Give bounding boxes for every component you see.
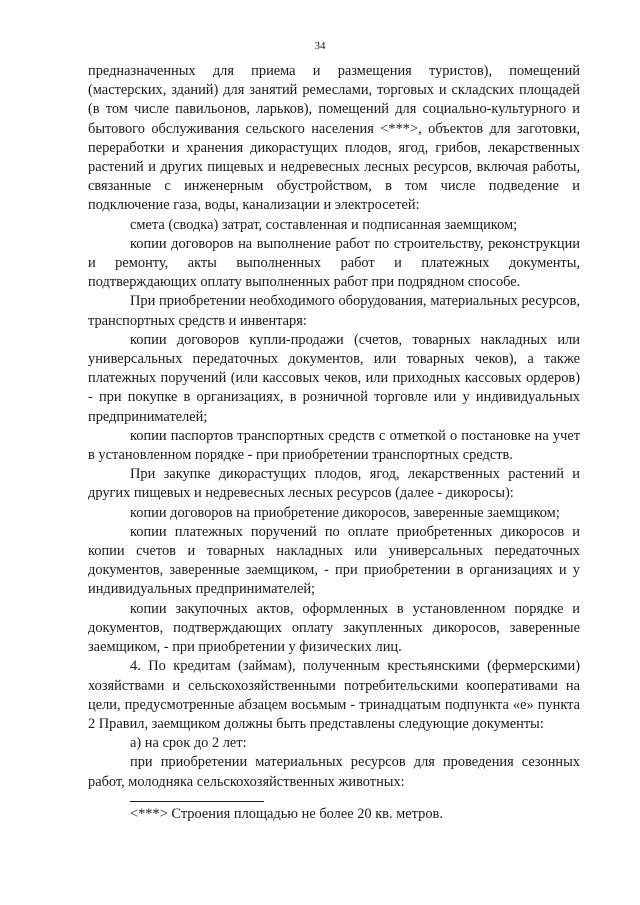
paragraph-purchase-contracts: копии договоров купли-продажи (счетов, товарных накладных или универсальных передаточных документов, или товарных чеков), а также платежных поручений (или кассовых чеков, или приходных кассовых ордеров) - при покупке в организациях, в розничной торговле или у индивидуальных предпринимателей; [88, 331, 580, 425]
paragraph-premises-continuation: предназначенных для приема и размещения туристов), помещений (мастерских, зданий) для занятий ремеслами, торговых и складских площадей (в том числе павильонов, ларьков), помещений для социально-культурного и бытового обслуживания сельского населения <***>, объектов для заготовки, переработки и хранения дикорастущих плодов, ягод, грибов, лекарственных растений и других пищевых и недревесных лесных ресурсов, включая работы, связанные с инженерным обустройством, в том числе подведение и подключение газа, воды, канализации и электросетей: [88, 63, 580, 214]
paragraph-construction-contracts: копии договоров на выполнение работ по строительству, реконструкции и ремонту, акты выполненных работ и платежных документы, подтверждающих оплату выполненных работ при подрядном способе. [88, 235, 580, 291]
page-number: 34 [314, 40, 326, 52]
footnote-separator [130, 801, 264, 802]
paragraph-wild-plants-contracts: копии договоров на приобретение дикоросов, заверенные заемщиком; [130, 504, 560, 521]
paragraph-wild-plants-heading: При закупке дикорастущих плодов, ягод, лекарственных растений и других пищевых и недревесных лесных ресурсов (далее - дикоросы): [88, 466, 580, 502]
body-text [88, 62, 580, 792]
paragraph-cost-estimate: смета (сводка) затрат, составленная и подписанная заемщиком; [130, 216, 518, 233]
paragraph-equipment-heading: При приобретении необходимого оборудования, материальных ресурсов, транспортных средств и инвентаря: [88, 293, 580, 329]
paragraph-purchase-acts: копии закупочных актов, оформленных в установленном порядке и документов, подтверждающих оплату закупленных дикоросов, заверенные заемщиком, - при приобретении у физических лиц. [88, 600, 580, 656]
paragraph-seasonal-works: при приобретении материальных ресурсов для проведения сезонных работ, молодняка сельскохозяйственных животных: [88, 754, 580, 790]
paragraph-vehicle-passports: копии паспортов транспортных средств с отметкой о постановке на учет в установленном порядке - при приобретении транспортных средств. [88, 427, 580, 464]
paragraph-payment-orders: копии платежных поручений по оплате приобретенных дикоросов и копии счетов и товарных накладных или универсальных передаточных документов, заверенные заемщиком, - при приобретении в организациях и у индивидуальных предпринимателей; [88, 523, 580, 598]
paragraph-section-4: 4. По кредитам (займам), полученным крестьянскими (фермерскими) хозяйствами и сельскохозяйственными потребительскими кооперативами на цели, предусмотренные абзацем восьмым - тринадцатым подпункта «е» пункта 2 Правил, заемщиком должны быть представлены следующие документы: [88, 658, 580, 732]
paragraph-term-2-years: а) на срок до 2 лет: [130, 735, 247, 752]
footnote: <***> Строения площадью не более 20 кв. метров. [130, 806, 443, 822]
